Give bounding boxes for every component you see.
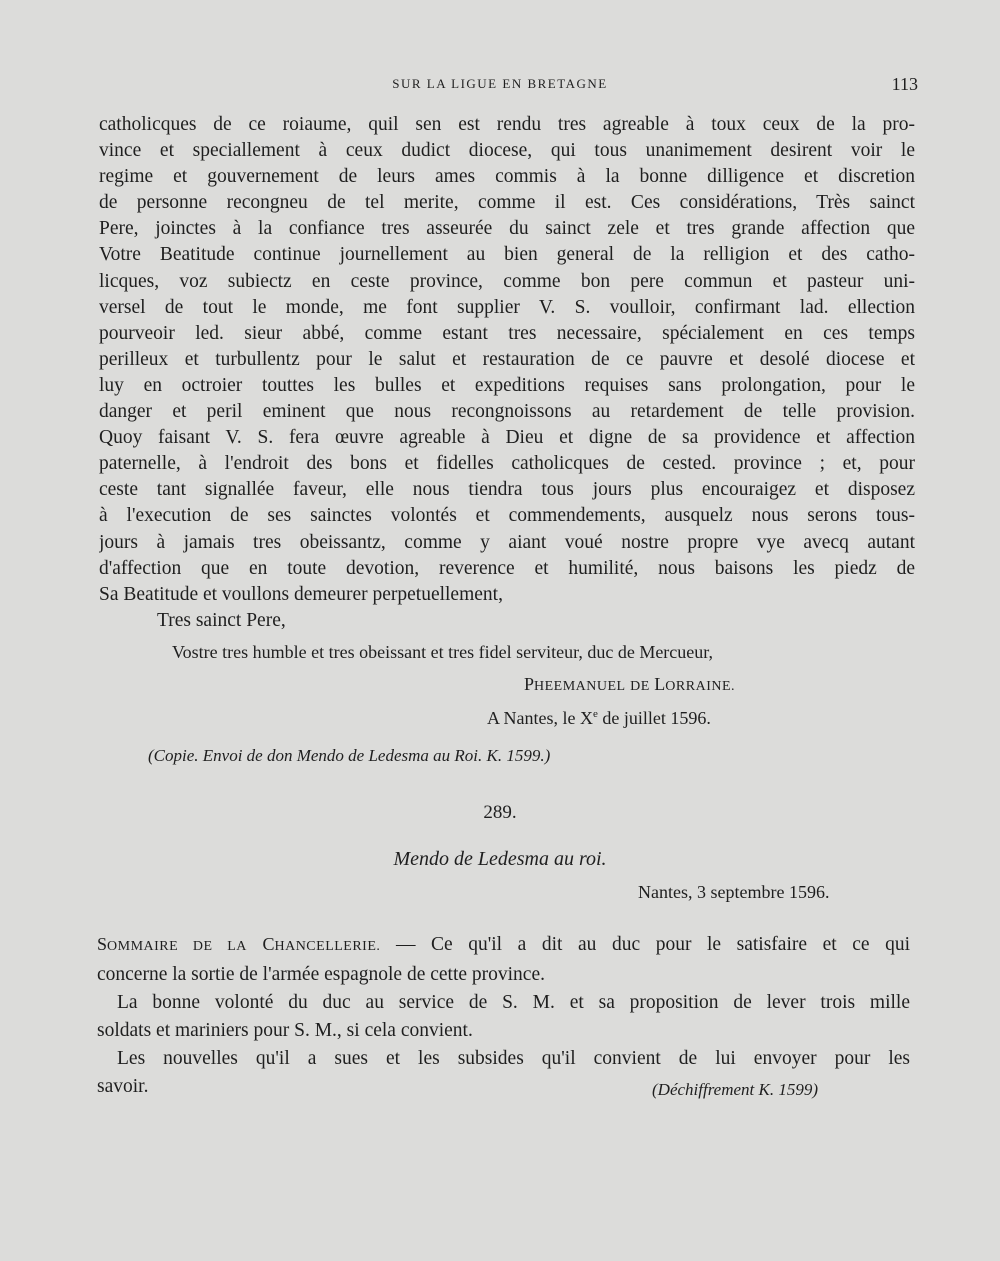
document-summary	[97, 930, 910, 1101]
page-header	[0, 74, 1000, 94]
letter-signature	[524, 674, 735, 695]
signature-initial: L	[654, 674, 666, 694]
letter-place-date	[487, 708, 711, 729]
summary-text: — Ce qu'il a dit au duc pour le satisfaire et ce qui	[380, 934, 910, 955]
summary-label-initial: S	[97, 934, 108, 954]
letter-line: de personne recongneu de tel merite, comme il est. Ces considérations, Très sainct	[99, 192, 915, 214]
summary-line: La bonne volonté du duc au service de S. M. et sa proposition de lever trois mille	[117, 992, 910, 1013]
summary-line	[97, 930, 910, 961]
page-number: 113	[891, 74, 918, 94]
summary-label-smallcaps: OMMAIRE DE LA	[107, 939, 247, 954]
letter-salutation: Tres sainct Pere,	[157, 609, 286, 631]
letter-source-note: (Copie. Envoi de don Mendo de Ledesma au Roi. K. 1599.)	[148, 746, 551, 765]
place-date-rest: de juillet 1596.	[597, 708, 711, 728]
letter-closing: Vostre tres humble et tres obeissant et tres fidel serviteur, duc de Mercueur,	[172, 642, 714, 662]
summary-line: Les nouvelles qu'il a sues et les subsides qu'il convient de lui envoyer pour les	[117, 1048, 910, 1069]
letter-line: d'affection que en toute devotion, reverence et humilité, nous baisons les piedz de	[99, 557, 915, 579]
letter-line: Sa Beatitude et voullons demeurer perpetuellement,	[99, 583, 503, 605]
letter-line: Quoy faisant V. S. fera œuvre agreable à Dieu et digne de sa providence et affection	[99, 427, 915, 449]
letter-line: paternelle, à l'endroit des bons et fidelles catholicques de cested. province ; et, pour	[99, 453, 915, 475]
running-head: SUR LA LIGUE EN BRETAGNE	[392, 76, 608, 91]
signature-smallcaps: ORRAINE.	[665, 679, 736, 694]
letter-line: licques, voz subiectz en ceste province, comme bon pere commun et pasteur uni-	[99, 270, 915, 292]
document-number: 289.	[483, 802, 517, 823]
letter-line: regime et gouvernement de leurs ames commis à la bonne dilligence et discretion	[99, 166, 915, 188]
letter-line: ceste tant signallée faveur, elle nous tiendra tous jours plus encouraigez et disposez	[99, 479, 915, 501]
letter-line: vince et speciallement à ceux dudict diocese, qui tous unanimement desirent voir le	[99, 140, 915, 162]
letter-line: versel de tout le monde, me font supplier V. S. voulloir, confirmant lad. ellection	[99, 296, 915, 318]
signature-smallcaps: DE	[630, 679, 650, 694]
signature-initial: P	[524, 674, 535, 694]
letter-line: à l'execution de ses sainctes volontés et commendements, ausquelz nous serons tous-	[99, 505, 915, 527]
summary-label-initial: C	[262, 934, 275, 954]
letter-line: Pere, joinctes à la confiance tres asseurée du sainct zele et tres grande affection que	[99, 218, 915, 240]
place-date-superscript: e	[592, 708, 598, 720]
letter-line: Votre Beatitude continue journellement au bien general de la relligion et des catho-	[99, 244, 915, 266]
letter-body	[99, 112, 915, 634]
letter-line: catholicques de ce roiaume, quil sen est rendu tres agreable à toux ceux de la pro-	[99, 114, 915, 135]
signature-smallcaps: HEEMANUEL	[534, 679, 626, 694]
summary-label-smallcaps: HANCELLERIE.	[274, 939, 381, 954]
document-title: Mendo de Ledesma au roi.	[393, 848, 607, 870]
summary-line: savoir.	[97, 1076, 149, 1097]
place-date-text: A Nantes, le X	[487, 708, 593, 728]
document-source-note: (Déchiffrement K. 1599)	[652, 1080, 819, 1099]
letter-line: pourveoir led. sieur abbé, comme estant tres necessaire, spécialement en ces temps	[99, 322, 915, 344]
summary-line: soldats et mariniers pour S. M., si cela convient.	[97, 1020, 473, 1041]
document-date: Nantes, 3 septembre 1596.	[638, 882, 830, 902]
letter-line: luy en octroier touttes les bulles et expeditions requises sans prolongation, pour le	[99, 374, 915, 396]
letter-line: perilleux et turbullentz pour le salut et restauration de ce pauvre et desolé diocese et	[99, 348, 915, 370]
letter-line: danger et peril eminent que nous recongnoissons au retardement de telle provision.	[99, 401, 915, 423]
letter-line: jours à jamais tres obeissantz, comme y aiant voué nostre propre vye avecq autant	[99, 531, 915, 553]
summary-line: concerne la sortie de l'armée espagnole de cette province.	[97, 964, 545, 985]
